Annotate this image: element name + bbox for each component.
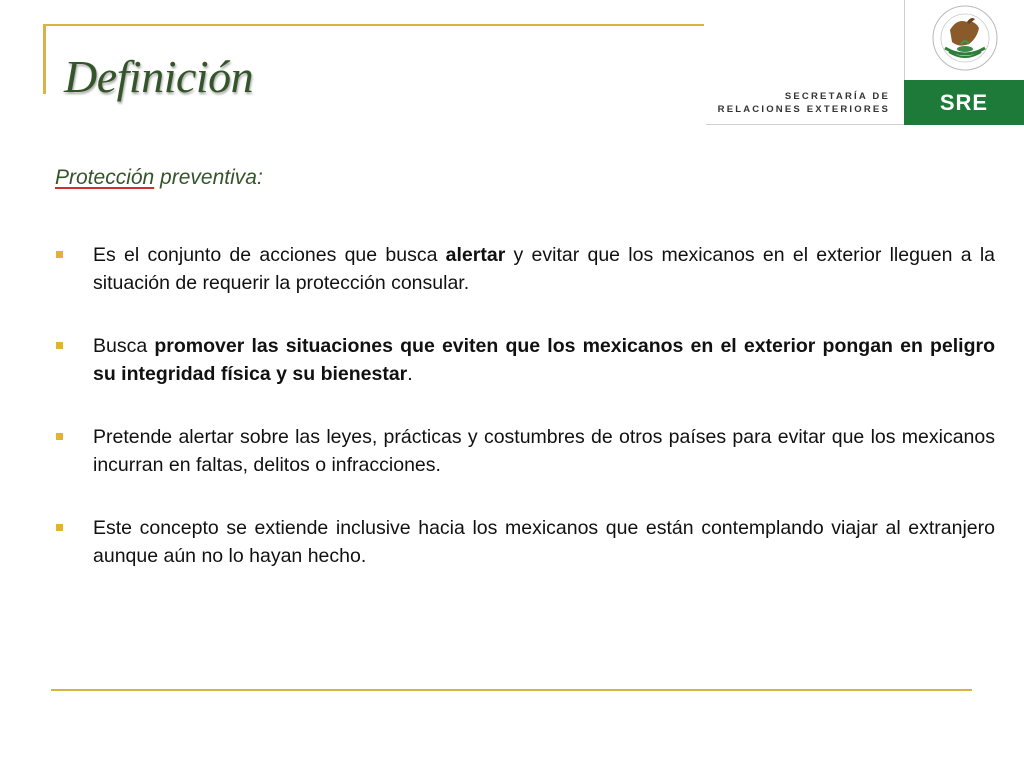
- bullet-1-text-a: Es el conjunto de acciones que busca: [93, 244, 446, 266]
- title-frame-left-rule: [43, 24, 46, 94]
- bullet-4-text: Este concepto se extiende inclusive hacia los mexicanos que están contemplando viajar al extranjero aunque aún no lo hayan hecho.: [93, 517, 995, 567]
- secretaria-wordmark: [706, 90, 890, 116]
- bullet-item-3: [55, 423, 995, 479]
- square-bullet-icon: [56, 433, 63, 440]
- footer-rule: [51, 689, 972, 691]
- sre-logo: [706, 0, 1024, 126]
- bullet-3-text: Pretende alertar sobre las leyes, prácticas y costumbres de otros países para evitar que los mexicanos incurran en faltas, delitos o infracciones.: [93, 426, 995, 476]
- secretaria-line-1: SECRETARÍA DE: [784, 91, 890, 102]
- sre-acronym-badge: SRE: [904, 80, 1024, 125]
- bullet-1-bold: alertar: [445, 244, 506, 266]
- coat-of-arms-panel: [904, 0, 1024, 80]
- subtitle-rest: preventiva:: [154, 166, 263, 189]
- title-frame-top-rule: [43, 24, 704, 26]
- bullet-2-text-b: .: [407, 363, 413, 385]
- bullet-list: [55, 241, 995, 605]
- square-bullet-icon: [56, 342, 63, 349]
- bullet-2-bold: promover las situaciones que eviten que los mexicanos en el exterior pongan en peligro su integridad física y su bienestar: [93, 335, 996, 385]
- bullet-item-2: [55, 332, 995, 388]
- bullet-item-4: [55, 514, 995, 570]
- bullet-item-1: [55, 241, 995, 297]
- logo-underline: [706, 124, 904, 125]
- slide-title: Definición: [64, 51, 254, 102]
- subtitle-keyword: Protección: [55, 166, 155, 189]
- bullet-2-text-a: Busca: [93, 335, 155, 357]
- section-subtitle: [55, 166, 263, 190]
- mexican-seal-icon: [905, 0, 1024, 80]
- secretaria-line-2: RELACIONES EXTERIORES: [717, 104, 890, 115]
- bullet-1-text-b: y evitar que los mexicanos en el exterior lleguen a la situación de requerir la protección consular.: [93, 244, 995, 294]
- square-bullet-icon: [56, 524, 63, 531]
- square-bullet-icon: [56, 251, 63, 258]
